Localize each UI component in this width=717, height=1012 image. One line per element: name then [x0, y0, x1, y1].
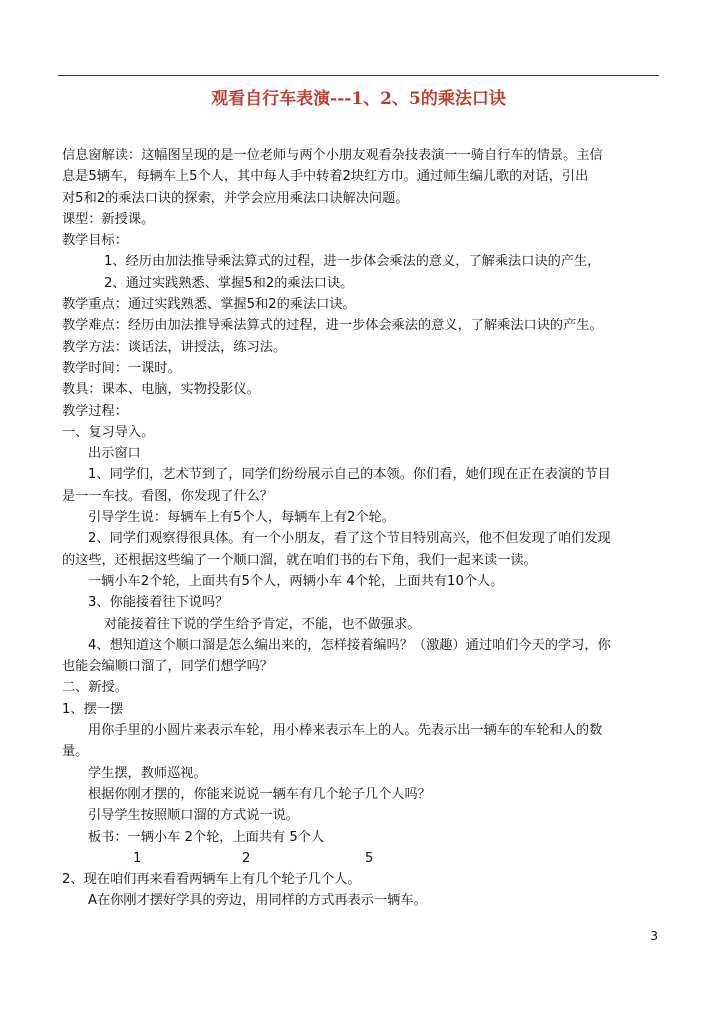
paragraph: 1、同学们，艺术节到了，同学们纷纷展示自己的本领。你们看，她们现在正在表演的节目	[88, 467, 611, 483]
page-title: 观看自行车表演---1、2、5的乘法口诀	[211, 89, 506, 109]
paragraph: 2、通过实践熟悉、掌握5和2的乘法口诀。	[104, 275, 354, 291]
paragraph: 教学重点：通过实践熟悉、掌握5和2的乘法口诀。	[62, 297, 356, 313]
paragraph: 也能会编顺口溜了，同学们想学吗？	[62, 659, 273, 675]
paragraph: 2、现在咱们再来看看两辆车上有几个轮子几个人。	[62, 872, 361, 888]
document-body	[62, 145, 662, 912]
paragraph: 对能接着往下说的学生给予肯定，不能，也不做强求。	[104, 616, 421, 632]
paragraph: 课型：新授课。	[62, 211, 155, 227]
paragraph: 的这些，还根据这些编了一个顺口溜，就在咱们书的右下角，我们一起来读一读。	[62, 552, 537, 568]
paragraph: 一辆小车2个轮，上面共有5个人，两辆小车 4个轮，上面共有10个人。	[88, 573, 504, 589]
paragraph: 引导学生按照顺口溜的方式说一说。	[88, 808, 299, 824]
paragraph: 信息窗解读：这幅图呈现的是一位老师与两个小朋友观看杂技表演一一骑自行车的情景。主信	[62, 148, 603, 163]
paragraph: 二、新授。	[62, 680, 128, 696]
paragraph: 教具：课本、电脑，实物投影仪。	[62, 382, 260, 398]
paragraph: 4、想知道这个顺口溜是怎么编出来的，怎样接着编吗？（激趣）通过咱们今天的学习，你	[88, 637, 611, 653]
paragraph: 1、经历由加法推导乘法算式的过程，进一步体会乘法的意义，了解乘法口诀的产生，	[104, 254, 601, 270]
board-number: 1	[133, 850, 142, 866]
paragraph: 教学目标：	[62, 233, 128, 249]
board-number: 2	[242, 850, 251, 866]
paragraph: 2、同学们观察得很具体。有一个小朋友，看了这个节目特别高兴，他不但发现了咱们发现	[88, 531, 611, 547]
paragraph: 教学过程：	[62, 403, 128, 419]
paragraph: 板书：一辆小车 2个轮，上面共有 5个人	[88, 829, 325, 845]
paragraph: 3、你能接着往下说吗？	[88, 595, 229, 611]
board-number: 5	[365, 850, 374, 866]
paragraph: 量。	[62, 744, 89, 760]
header-rule	[58, 75, 659, 76]
paragraph: 学生摆，教师巡视。	[88, 765, 207, 781]
paragraph: 教学方法：谈话法，讲授法，练习法。	[62, 339, 287, 355]
paragraph: 息是5辆车，每辆车上5个人，其中每人手中转着2块红方巾。通过师生编儿歌的对话，引出	[62, 169, 589, 185]
paragraph: 出示窗口	[88, 446, 141, 462]
paragraph: 引导学生说：每辆车上有5个人，每辆车上有2个轮。	[88, 510, 395, 526]
paragraph: 教学难点：经历由加法推导乘法算式的过程，进一步体会乘法的意义，了解乘法口诀的产生。	[62, 318, 603, 334]
paragraph: 对5和2的乘法口诀的探索，并学会应用乘法口诀解决问题。	[62, 190, 409, 206]
paragraph: 一、复习导入。	[62, 424, 155, 440]
paragraph: A在你刚才摆好学具的旁边，用同样的方式再表示一辆车。	[88, 893, 427, 909]
paragraph: 教学时间：一课时。	[62, 360, 181, 376]
paragraph: 是一一车技。看图，你发现了什么？	[62, 488, 273, 504]
page-number: 3	[650, 929, 658, 943]
paragraph: 根据你刚才摆的，你能来说说一辆车有几个轮子几个人吗？	[88, 786, 431, 802]
paragraph: 1、摆一摆	[62, 701, 124, 717]
paragraph: 用你手里的小圆片来表示车轮，用小棒来表示车上的人。先表示出一辆车的车轮和人的数	[88, 723, 603, 739]
board-numbers-row	[62, 848, 662, 869]
